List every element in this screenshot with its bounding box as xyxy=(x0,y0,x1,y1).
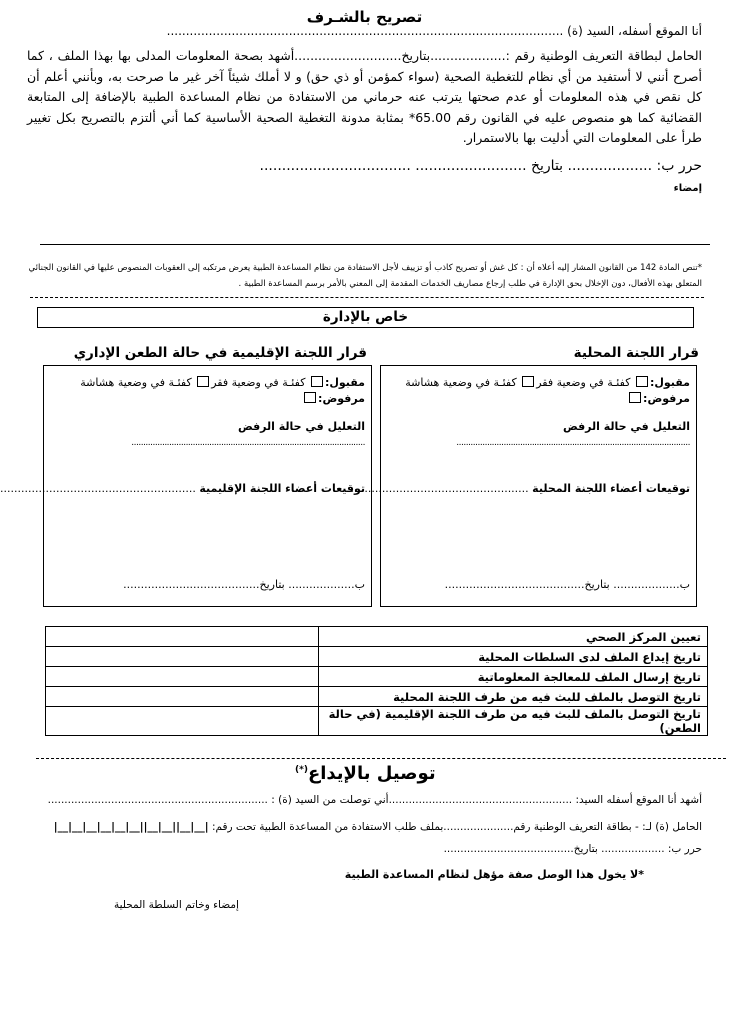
table-row xyxy=(46,647,708,667)
checkbox-accepted[interactable] xyxy=(311,376,323,387)
signature-label: إمضاء xyxy=(673,183,702,194)
page-title: تصريح بالشـرف xyxy=(306,8,423,26)
separator-line xyxy=(40,244,710,245)
made-at-line: حرر ب: ................... بتاريخ ......................... .................................. xyxy=(259,158,702,174)
row-value[interactable] xyxy=(46,647,319,667)
reason-label: التعليل في حالة الرفض xyxy=(237,420,365,433)
option-vulnerable: كفئـة في وضعية هشاشة xyxy=(80,376,192,389)
receipt-title-mark: (*) xyxy=(295,765,308,775)
checkbox-poverty[interactable] xyxy=(197,376,209,387)
row-value[interactable] xyxy=(46,667,319,687)
row-label: تعيين المركز الصحي xyxy=(319,627,708,647)
declaration-text: الحامل لبطاقة التعريف الوطنية رقم :...................بتاريخ...........................أشهد بصحة المعلومات المدلى بها بهذا الملف ، كما أصرح أنني لا أستفيد من أي نظام للتغطية الصحية (سواء كمؤمن أو ذي حق) و لا أملك شيئاً آخر غير ما صرحت به، وبأنني أعلم أن كل نقص في هذه المعلومات أو عدم صحتها يترتب عنه حرماني من الاستفادة من نظام المساعدة الطبية بالإضافة إلى المتابعة القضائية كما هو منصوص عليه في القانون رقم 65.00* بمثابة مدونة التغطية الصحية الأساسية كما أني ألتزم بالتصريح بكل تغيير طرأ على المعلومات التي أدليت بها بالاستمرار. xyxy=(27,48,703,145)
receipt-line-2-text: الحامل (ة) لـ: - بطاقة التعريف الوطنية رقم.....................بملف طلب الاستفادة من المساعدة الطبية تحت رقم: xyxy=(211,821,702,833)
reason-label: التعليل في حالة الرفض xyxy=(562,420,690,433)
reason-field[interactable]: ................................................................................................... xyxy=(131,438,365,448)
row-label: تاريخ إرسال الملف للمعالجة المعلوماتية xyxy=(319,667,708,687)
table-row xyxy=(46,627,708,647)
checkbox-rejected[interactable] xyxy=(629,392,641,403)
place-date-field[interactable]: ب................... بتاريخ........................................ xyxy=(444,578,690,591)
row-label: تاريخ التوصل بالملف للبث فيه من طرف اللجنة الإقليمية (في حالة الطعن) xyxy=(319,707,708,736)
admin-header: خاص بالإدارة xyxy=(37,307,694,328)
accepted-label: مقبول: xyxy=(324,376,365,389)
place-date-field[interactable]: ب................... بتاريخ....................................... xyxy=(123,578,365,591)
checkbox-rejected[interactable] xyxy=(304,392,316,403)
local-committee-title: قرار اللجنة المحلية xyxy=(573,345,699,361)
receipt-line-1: أشهد أنا الموقع أسفله السيد: .......................................................أني توصلت من السيد (ة) : .................................................................. xyxy=(47,794,702,806)
receipt-line-3: حرر ب: ................... بتاريخ....................................... xyxy=(443,843,702,855)
footnote: *تنص المادة 142 من القانون المشار إليه أعلاه أن : كل غش أو تصريح كاذب أو تزييف لأجل الاستفادة من نظام المساعدة الطبية يعرض مرتكبه إلى العقوبات المنصوص عليها في القانون الجنائي المتعلق بهذه الأفعال، دون الإخلال بحق الإدارة في طلب إرجاع مصاريف الخدمات المقدمة إلى المعني بالأمر برسم المساعدة الطبية . xyxy=(28,263,702,289)
local-committee-box xyxy=(350,365,697,607)
receipt-title xyxy=(295,763,436,784)
receipt-line-2 xyxy=(54,821,702,833)
checkbox-accepted[interactable] xyxy=(636,376,648,387)
option-poverty: كفئـة في وضعية فقر xyxy=(536,376,631,389)
receipt-title-text: توصيل بالإيداع xyxy=(307,763,436,784)
file-number-boxes[interactable]: |__|__|__|__|__|__||__|__||__|__| xyxy=(53,821,209,833)
local-authority-stamp: إمضاء وخاتم السلطة المحلية xyxy=(114,899,239,911)
option-poverty: كفئـة في وضعية فقر xyxy=(211,376,306,389)
regional-committee-box xyxy=(0,365,372,607)
row-label: تاريخ التوصل بالملف للبث فيه من طرف اللجنة المحلية xyxy=(319,687,708,707)
row-value[interactable] xyxy=(46,707,319,736)
rejected-label: مرفوض: xyxy=(318,392,365,405)
signatures-label: توقيعات أعضاء اللجنة الإقليمية xyxy=(199,482,365,495)
rejected-label: مرفوض: xyxy=(643,392,690,405)
reason-field[interactable]: ................................................................................................... xyxy=(456,438,690,448)
dotted-separator xyxy=(30,297,704,298)
signatures-field[interactable]: ........................................................ xyxy=(0,482,196,495)
option-vulnerable: كفئـة في وضعية هشاشة xyxy=(405,376,517,389)
cut-line xyxy=(36,758,726,759)
table-row xyxy=(46,667,708,687)
intro-line: أنا الموقع أسفله، السيد (ة) ........................................................................................................ xyxy=(166,24,702,38)
row-value[interactable] xyxy=(46,627,319,647)
regional-committee-title: قرار اللجنة الإقليمية في حالة الطعن الإداري xyxy=(73,345,367,361)
row-value[interactable] xyxy=(46,687,319,707)
accepted-label: مقبول: xyxy=(649,376,690,389)
admin-info-table xyxy=(45,626,708,736)
receipt-note: *لا يخول هذا الوصل صفة مؤهل لنظام المساعدة الطبية xyxy=(344,868,644,881)
checkbox-poverty[interactable] xyxy=(522,376,534,387)
signatures-label: توقيعات أعضاء اللجنة المحلية xyxy=(532,482,690,495)
row-label: تاريخ إيداع الملف لدى السلطات المحلية xyxy=(319,647,708,667)
table-row xyxy=(46,707,708,736)
signatures-field[interactable]: ................................................... xyxy=(350,482,529,495)
table-row xyxy=(46,687,708,707)
